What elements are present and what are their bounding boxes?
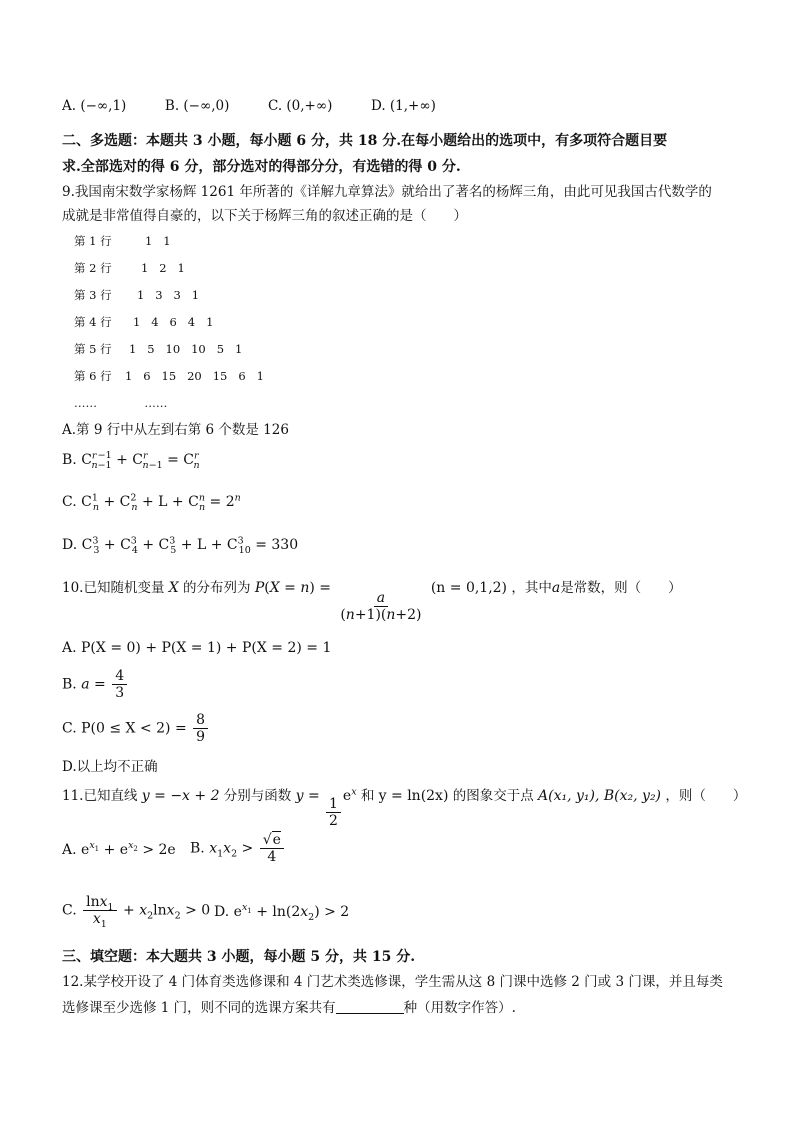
q11-option-d-label: D. [214, 904, 230, 920]
q12-stem-line2 [62, 998, 516, 1018]
q11-f1-pre: y = [295, 788, 320, 804]
q12-stem-line2-b: 种（用数字作答）. [403, 1000, 516, 1016]
triangle-row-label: 第 2 行 [74, 261, 112, 275]
triangle-row-numbers: 1 5 10 10 5 1 [128, 342, 243, 356]
q11-option-c: C. $\frac{\ln x_1}{x_1}$ + $x_2\ln x_2 > 0$ [62, 894, 211, 930]
triangle-row-4 [74, 314, 213, 330]
q8-option-c: C. (0,+∞) [267, 98, 333, 114]
q9-option-a: A.第 9 行中从左到右第 6 个数是 126 [62, 422, 289, 438]
q10-stem-mid: 的分布列为 [183, 580, 251, 596]
q9-option-c-label: C. [62, 494, 77, 510]
q11-option-c-label: C. [62, 902, 77, 919]
triangle-row-label: 第 5 行 [74, 342, 112, 356]
q11-and: 和 [360, 788, 375, 804]
q11-option-b-label: B. [190, 840, 205, 857]
q10-stem-suffix-b: 是常数，则（ ） [560, 580, 682, 596]
q8-options [62, 96, 436, 116]
q11-option-a-label: A. [62, 842, 77, 858]
section2-heading-line1: 二、多选题：本题共 3 小题，每小题 6 分，共 18 分.在每小题给出的选项中，有多项符合题目要 [62, 133, 668, 149]
q9-option-b: B. $C^r_{n-1}^{-1} + C^r_{n-1} = C^r_n$ [62, 450, 200, 471]
triangle-row-numbers: 1 1 [144, 234, 171, 248]
q12-answer-blank[interactable] [336, 999, 404, 1014]
q8-option-d: D. (1,+∞) [370, 98, 436, 114]
q11-f2: y = ln(2x) [378, 788, 449, 804]
triangle-row-numbers: 1 4 6 4 1 [132, 315, 214, 329]
q11-points: A(x₁, y₁), B(x₂, y₂) [538, 788, 662, 804]
q10-stem: 10.已知随机变量 X 的分布列为 P(X = n) = $\frac{a}{(n+1)(n+2)}$ (n = 0,1,2) ，其中a是常数，则（ ） [62, 580, 682, 623]
q11-stem-mid2: 的图象交于点 [452, 788, 534, 804]
q11-option-d: D. $e^{x_1} + \ln(2x_2) > 2$ [214, 902, 350, 923]
triangle-row-numbers: …… [144, 396, 168, 410]
triangle-row-numbers: 1 3 3 1 [136, 288, 200, 302]
q10-option-a [62, 638, 331, 658]
q10-var: X [168, 580, 179, 596]
q11-stem-prefix: 11.已知直线 [62, 788, 138, 804]
q10-option-c-num: 8 [193, 712, 208, 729]
section3-heading: 三、填空题：本大题共 3 小题，每小题 5 分，共 15 分. [62, 949, 416, 965]
q9-option-d: D. $C^3_3 + C^3_4 + C^3_5 + L + C^3_{10} = 330$ [62, 535, 299, 556]
triangle-row-3 [74, 287, 199, 303]
q11-stem-suffix: ，则（ ） [665, 788, 747, 804]
q10-option-c [62, 712, 210, 745]
q10-option-c-expr: P(0 ≤ X < 2) = [81, 720, 187, 737]
q9-option-c: C. $C^1_n + C^2_n + L + C^n_n = 2^n$ [62, 492, 241, 513]
q10-option-c-label: C. [62, 720, 77, 737]
q9-option-b-label: B. [62, 452, 77, 468]
triangle-row-numbers: 1 2 1 [140, 261, 185, 275]
triangle-row-6 [74, 368, 264, 384]
q8-option-a: A. (−∞,1) [62, 98, 127, 114]
q12-stem-line2-a: 选修课至少选修 1 门，则不同的选课方案共有 [62, 1000, 336, 1016]
q11-stem-mid1: 分别与函数 [223, 788, 292, 804]
q11-stem: 11.已知直线 y = −x + 2 分别与函数 y = $\frac{1}{2}$ $e^x$ 和 y = ln(2x) 的图象交于点 A(x₁, y₁), B(x₂, y₂) ，则（ ） [62, 786, 747, 829]
q10-option-a-expr: P(X = 0) + P(X = 1) + P(X = 2) = 1 [81, 640, 332, 656]
q10-option-b-label: B. [62, 676, 77, 693]
triangle-row-label: 第 6 行 [74, 369, 112, 383]
q11-line-eq: y = −x + 2 [141, 788, 220, 804]
triangle-row-label: 第 3 行 [74, 288, 112, 302]
q11-option-a: A. $e^{x_1} + e^{x_2} > 2e$ [62, 840, 176, 858]
triangle-row-5 [74, 341, 242, 357]
q9-option-d-label: D. [62, 537, 78, 553]
q10-stem-suffix-a: ，其中 [511, 580, 552, 596]
q12-stem-line1: 12.某学校开设了 4 门体育类选修课和 4 门艺术类选修课，学生需从这 8 门课中选修 2 门或 3 门课，并且每类 [62, 974, 723, 990]
q10-option-b: B. a = $\frac{4}{3}$ [62, 668, 129, 701]
q10-condition: (n = 0,1,2) [430, 580, 508, 596]
q11-option-b: B. $x_1x_2$ > $\frac{√e}{4}$ [190, 832, 286, 865]
q9-stem-line2: 成就是非常值得自豪的，以下关于杨辉三角的叙述正确的是（ ） [62, 208, 467, 224]
section2-heading-line2: 求.全部选对的得 6 分，部分选对的得部分分，有选错的得 0 分. [62, 159, 461, 175]
q10-option-b-den: 3 [115, 685, 125, 701]
q10-stem-prefix: 10.已知随机变量 [62, 580, 165, 596]
q10-option-b-num: 4 [112, 668, 127, 685]
triangle-row-label: 第 4 行 [74, 315, 112, 329]
triangle-row-1 [74, 233, 171, 249]
triangle-row-ellipsis [74, 395, 167, 411]
triangle-row-label: 第 1 行 [74, 234, 112, 248]
triangle-row-2 [74, 260, 185, 276]
triangle-row-label: …… [74, 396, 97, 410]
q10-option-a-label: A. [62, 640, 77, 656]
q8-option-b: B. (−∞,0) [164, 98, 230, 114]
q10-option-c-den: 9 [196, 729, 206, 745]
q9-stem-line1: 9.我国南宋数学家杨辉 1261 年所著的《详解九章算法》就给出了著名的杨辉三角，由此可见我国古代数学的 [62, 184, 712, 200]
triangle-row-numbers: 1 6 15 20 15 6 1 [124, 369, 264, 383]
q9-option-d-result: 330 [271, 537, 299, 553]
q10-option-d: D.以上均不正确 [62, 759, 158, 775]
